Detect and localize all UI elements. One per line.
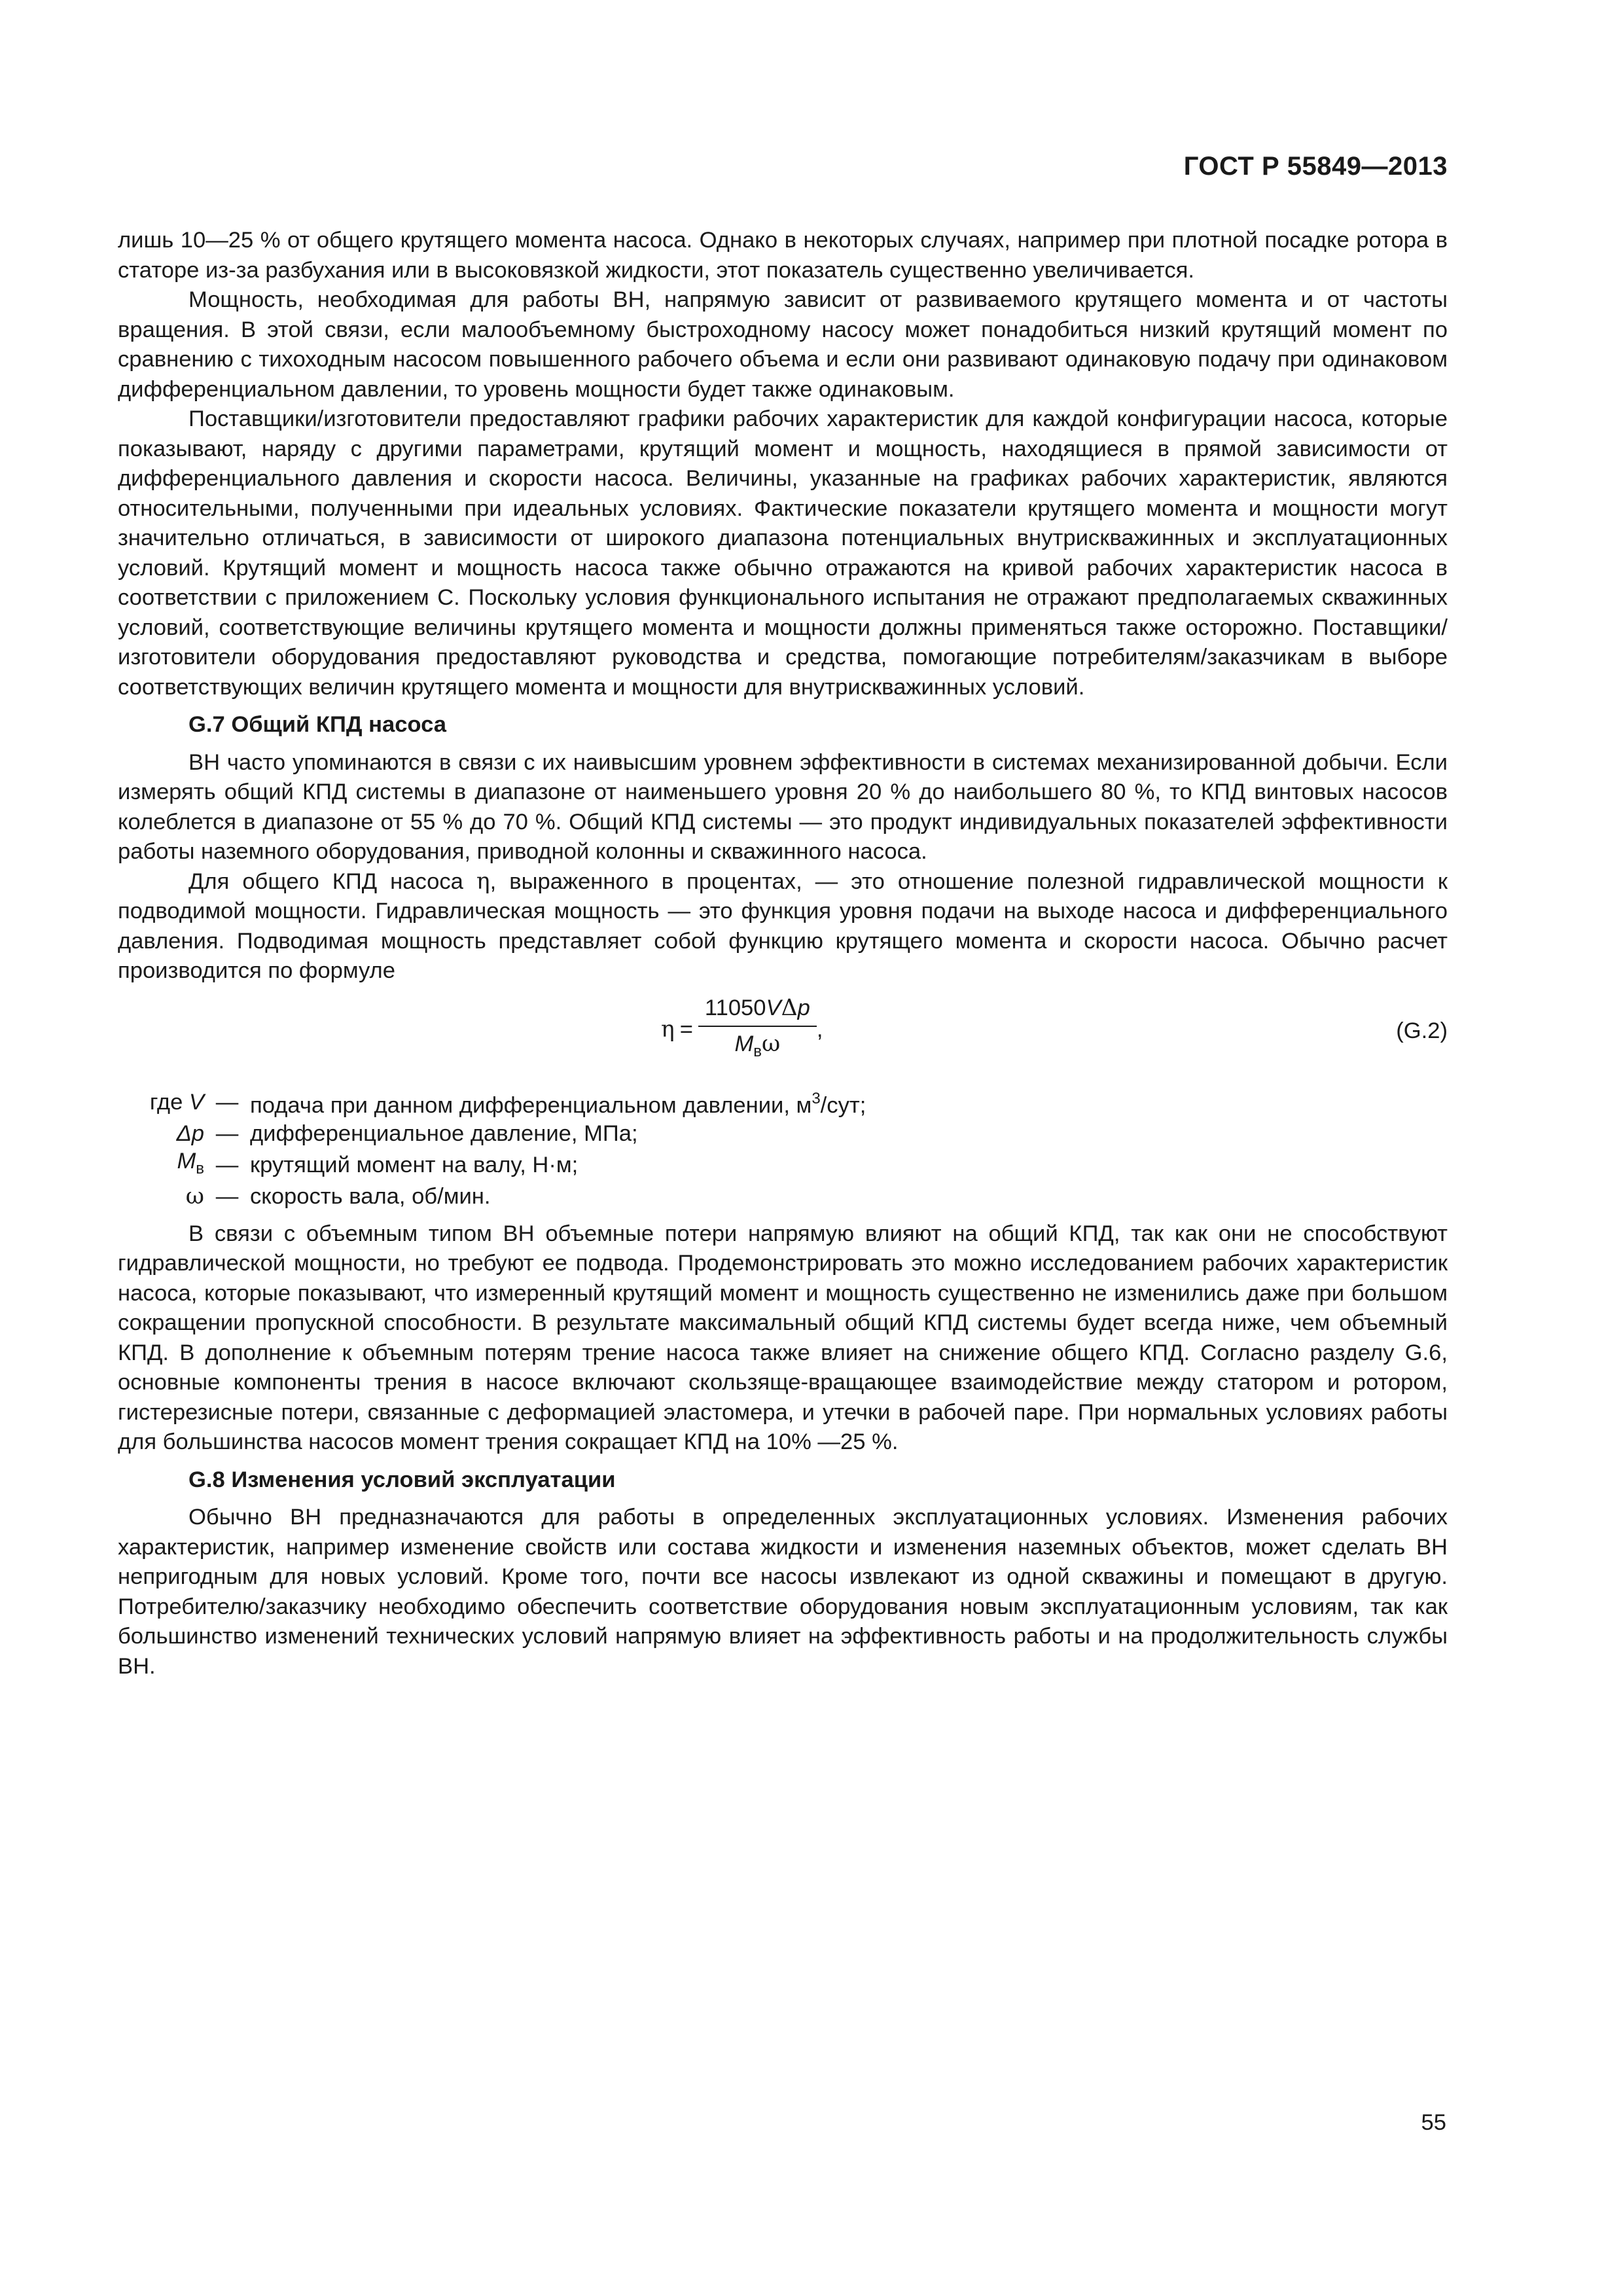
legend-symbol-v: V — [188, 1089, 204, 1115]
paragraph-g7-volumetric: В связи с объемным типом ВН объемные потери напрямую влияют на общий КПД, так как они не способствуют гидравлической мощности, но требуют ее подвода. Продемонстрировать это можно исследованием рабочих характеристик насоса, которые показывают, что измеренный крутящий момент и мощность существенно не изменились даже при большом сокращении пропускной способности. В результате максимальный общий КПД системы будет всегда ниже, чем объемный КПД. В дополнение к объемным потерям трение насоса также влияет на снижение общего КПД. Согласно разделу G.6, основные компоненты трения в насосе включают скользяще-вращающее взаимодействие между статором и ротором, гистерезисные потери, связанные с деформацией эластомера, и утечки в рабочей паре. При нормальных условиях работы для большинства насосов момент трения сокращает КПД на 10% —25 %. — [118, 1221, 1448, 1454]
legend-description: скорость вала, об/мин. — [250, 1183, 491, 1209]
formula-denominator — [728, 1027, 787, 1067]
page-content — [118, 226, 1448, 1681]
formula-number: (G.2) — [1396, 1018, 1448, 1043]
paragraph-continued: лишь 10—25 % от общего крутящего момента насоса. Однако в некоторых случаях, например при плотной посадке ротора в статоре из-за разбухания или в высоковязкой жидкости, этот показатель существенно увеличивается. — [118, 228, 1448, 283]
legend-symbol — [118, 1147, 204, 1184]
section-heading-g7: G.7 Общий КПД насоса — [188, 712, 446, 737]
formula-delta: Δ — [781, 994, 798, 1021]
legend-item — [118, 1087, 1448, 1119]
paragraph-g7-efficiency — [118, 867, 1448, 986]
legend-prefix: где — [149, 1089, 189, 1115]
paragraph-g7-efficiency-text-b: , выраженного в процентах, — это отношение полезной гидравлической мощности к подводимой мощности. Гидравлическая мощность — это функция уровня подачи на выходе насоса и дифференциального давления. Подводимая мощность представляет собой функцию крутящего момента и скорости насоса. Обычно расчет производится по формуле — [118, 869, 1448, 983]
legend-symbol-omega: ω — [185, 1183, 204, 1210]
legend-symbol — [118, 1088, 204, 1118]
legend-item — [118, 1181, 1448, 1213]
legend-dash: — — [215, 1183, 239, 1209]
formula-var-m: M — [734, 1031, 754, 1056]
legend-symbol-m: M — [177, 1149, 196, 1174]
formula-lhs: η — [661, 1016, 675, 1043]
legend-dash: — — [215, 1089, 239, 1115]
eta-symbol: η — [476, 868, 490, 895]
formula-expression — [661, 994, 823, 1066]
legend-description: дифференциальное давление, МПа; — [250, 1121, 638, 1146]
legend-desc-tail: /сут; — [820, 1093, 866, 1119]
formula-trailing-comma: , — [816, 1016, 823, 1042]
formula-legend — [118, 1087, 1448, 1213]
legend-dash: — — [215, 1121, 239, 1146]
formula-numerator — [698, 994, 817, 1028]
legend-item — [118, 1119, 1448, 1150]
legend-dash: — — [215, 1152, 239, 1177]
legend-symbol-dp: Δp — [176, 1121, 204, 1146]
paragraph-g7-efficiency-text-a: Для общего КПД насоса — [188, 869, 476, 894]
paragraph-g8: Обычно ВН предназначаются для работы в определенных эксплуатационных условиях. Изменения рабочих характеристик, например изменение свойств или состава жидкости и изменения наземных объектов, может сделать ВН непригодным для новых условий. Кроме того, почти все насосы извлекают из одной скважины и помещают в другую. Потребителю/заказчику необходимо обеспечить соответствие оборудования новым эксплуатационным условиям, так как большинство изменений технических условий напрямую влияет на эффективность работы и на продолжительность службы ВН. — [118, 1505, 1448, 1679]
page-number: 55 — [1421, 2110, 1446, 2135]
formula-sub-v: в — [753, 1043, 762, 1060]
legend-description — [250, 1084, 866, 1121]
formula-fraction — [698, 994, 817, 1067]
formula-var-v: V — [766, 995, 781, 1020]
formula-omega: ω — [762, 1031, 781, 1057]
paragraph-power: Мощность, необходимая для работы ВН, напрямую зависит от развиваемого крутящего момента и от частоты вращения. В этой связи, если малообъемному быстроходному насосу может понадобиться низкий крутящий момент по сравнению с тихоходным насосом повышенного рабочего объема и если они развивают одинаковую подачу при одинаковом дифференциальном давлении, то уровень мощности будет также одинаковым. — [118, 287, 1448, 402]
legend-desc-text: подача при данном дифференциальном давлении, м — [250, 1093, 812, 1119]
legend-desc-sup: 3 — [812, 1090, 821, 1108]
formula-g2 — [118, 994, 1448, 1078]
legend-description: крутящий момент на валу, Н·м; — [250, 1152, 579, 1177]
formula-coefficient: 11050 — [704, 995, 766, 1020]
paragraph-suppliers: Поставщики/изготовители предоставляют графики рабочих характеристик для каждой конфигурации насоса, которые показывают, наряду с другими параметрами, крутящий момент и мощность, находящиеся в прямой зависимости от дифференциального давления и скорости насоса. Величины, указанные на графиках рабочих характеристик, являются относительными, полученными при идеальных условиях. Фактические показатели крутящего момента и мощности могут значительно отличаться, в зависимости от широкого диапазона потенциальных внутрискважинных и эксплуатационных условий. Крутящий момент и мощность насоса также обычно отражаются на кривой рабочих характеристик насоса в соответствии с приложением С. Поскольку условия функционального испытания не отражают предполагаемых скважинных условий, соответствующие величины крутящего момента и мощности должны применяться также осторожно. Поставщики/изготовители оборудования предоставляют руководства и средства, помогающие потребителям/заказчикам в выборе соответствующих величин крутящего момента и мощности для внутрискважинных условий. — [118, 406, 1448, 700]
paragraph-g7-intro: ВН часто упоминаются в связи с их наивысшим уровнем эффективности в системах механизированной добычи. Если измерять общий КПД системы в диапазоне от наименьшего уровня 20 % до наибольшего 80 %, то КПД винтовых насосов колеблется в диапазоне от 55 % до 70 %. Общий КПД системы — это продукт индивидуальных показателей эффективности работы наземного оборудования, приводной колонны и скважинного насоса. — [118, 749, 1448, 864]
document-number-header: ГОСТ Р 55849—2013 — [1183, 152, 1448, 181]
formula-var-p: p — [797, 995, 810, 1020]
legend-symbol-sub: в — [196, 1160, 204, 1178]
legend-item — [118, 1150, 1448, 1181]
formula-equals: = — [679, 1016, 693, 1042]
section-heading-g8: G.8 Изменения условий эксплуатации — [188, 1467, 616, 1492]
